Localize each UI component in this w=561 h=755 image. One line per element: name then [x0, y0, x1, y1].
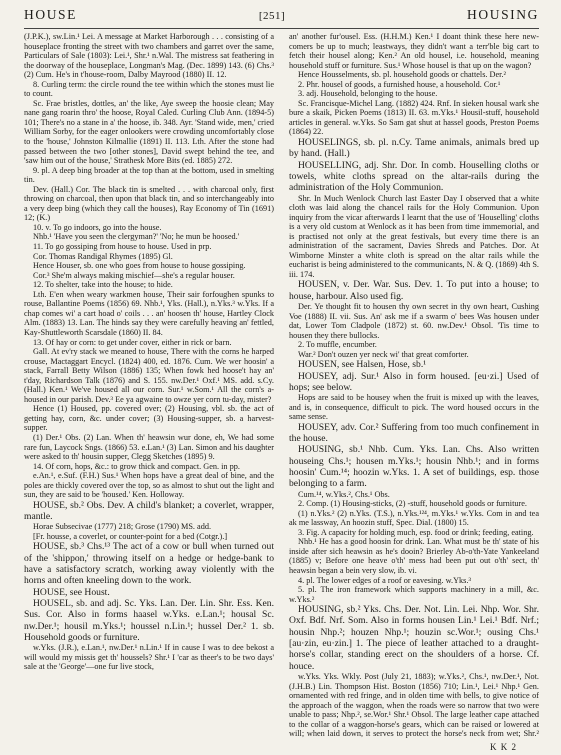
- entry-paragraph: HOUSEN, v. Der. War. Sus. Dev. 1. To put into a house; to house, harbour. Also used fig.: [289, 279, 539, 302]
- entry-paragraph: (J.P.K.), sw.Lin.¹ Lei. A message at Market Harborough . . . consisting of a houseplace fronting the street with two chambers and garret over the same, Particulars of Sale (1803): Lei.¹, Shr.¹ n.Wal. The mistress sat feathering in the doorway of the houseplace, Longman's Mag. (Dec. 1899) 143. (6) Chs.³ (2) Cum. He's in t'house-room, Dalby Mayrood (1880) II. 12.: [24, 32, 274, 80]
- signature-mark: K K 2: [490, 742, 517, 752]
- header-left-word: HOUSE: [24, 7, 78, 22]
- entry-paragraph: HOUSELINGS, sb. pl. n.Cy. Tame animals, animals bred up by hand. (Hall.): [289, 137, 539, 160]
- entry-paragraph: 9. pl. A deep bing broader at the top than at the bottom, used in smelting tin.: [24, 165, 274, 185]
- entry-paragraph: Cum.¹⁴, w.Yks.², Chs.¹ Obs.: [298, 489, 390, 499]
- entry-paragraph: Horae Subsecivae (1777) 218; Grose (1790) MS. add.: [33, 522, 212, 532]
- entry-paragraph: an' another fur'ousel. Ess. (H.H.M.) Ken.¹ I doant think these here new-comers be up to much; leastways, they didn't want a terr'ble big cart to fetch their housel along; Ken.² An old housel, i.e. household, meaning household stuff or furniture. Sus.¹ Whose housel is that up on the wagon?: [289, 32, 539, 70]
- entry-paragraph: Nhb.¹ He has a good hoosin for drink. Lan. What must be th' state of his inside after sich heawsin as he's dooin? Brierley Ab-o'th-Yate Yankeeland (1885) v; Before one heave o'th' mess had been put out o'th' sect, th' heawsin began a bein very slow, ib. vi.: [289, 537, 539, 575]
- entry-paragraph: 5. pl. The iron framework which supports machinery in a mill, &c. w.Yks.²: [289, 585, 539, 604]
- entry-paragraph: Cor.³ She'm always making mischief—she's a regular houser.: [33, 270, 235, 280]
- running-header: [24, 7, 539, 27]
- entry-paragraph: [Fr. housse, a coverlet, or counter-point for a bed (Cotgr.).]: [33, 531, 228, 541]
- header-rule: [24, 28, 539, 29]
- page-number: [251]: [258, 10, 286, 22]
- entry-paragraph: (1) n.Yks.² (2) n.Yks. (T.S.), n.Yks.¹²⁴, m.Yks.¹ w.Yks. Com in and tea ak me lassway, An hoozin stuff, Spec. Dial. (1800) 15.: [289, 508, 539, 528]
- entry-paragraph: HOUSE, sb.² Obs. Dev. A child's blanket; a coverlet, wrapper, mantle.: [24, 499, 274, 523]
- entry-paragraph: 3. adj. Household, belonging to the house.: [298, 89, 438, 99]
- entry-paragraph: (1) Der.¹ Obs. (2) Lan. When th' heawsin wur done, eh, We had some rare fun, Laycock Sngs. (1866) 53. e.Lan.¹ (3) Lan. Simon and his daughter were asked to th' housin supper, Clegg Sketches (1895) 9.: [24, 432, 274, 462]
- header-right-word: HOUSING: [467, 7, 539, 22]
- entry-paragraph: 2. Comp. (1) Housing-sticks, (2) -stuff, household goods or furniture.: [298, 499, 527, 509]
- entry-paragraph: HOUSEN, see Halsen, Hose, sb.¹: [298, 359, 427, 371]
- entry-paragraph: Hence Houser, sb. one who goes from house to house gossiping.: [33, 261, 246, 271]
- entry-paragraph: HOUSE, sb.³ Chs.¹³ The act of a cow or bull when turned out of the 'shippon,' throwing itself on a hedge or hedge-bank to have a satisfactory scratch, working away violently with the horns and often kneeling down to the work.: [24, 541, 274, 587]
- entry-paragraph: Sc. Frae bristles, dottles, an' the like, Aye sweep the hoosie clean; May nane gang roarin thro' the hoose, Royal Caled. Curling Club Ann. (1894-5) 101; There's no a stane in a' the hoose, ib. 348. Ayr. 'Stand wide, men,' cried William Sorby, for the eager onlookers were crowding uncomfortably close to the 'house,' Johnston Kilmallie (1891) II. 113. Lth. After the stone had passed between the two [other stones], David swept behind the tee, and 'saw him out of the house,' Strathesk More Bits (ed. 1885) 272.: [24, 98, 274, 166]
- entry-paragraph: 4. pl. The lower edges of a roof or eavesing. w.Yks.³: [298, 575, 471, 585]
- entry-paragraph: 12. To shelter, take into the house; to hide.: [33, 280, 173, 290]
- entry-paragraph: 10. v. To go indoors, go into the house.: [33, 222, 162, 232]
- entry-paragraph: War.² Don't ouzen yer neck wi' that great comforter.: [298, 349, 469, 359]
- entry-paragraph: Hops are said to be housey when the fruit is mixed up with the leaves, and is, in consequence, difficult to pick. The word housed occurs in the same sense.: [289, 393, 539, 422]
- two-column-body: [24, 32, 539, 738]
- entry-paragraph: 11. To go gossiping from house to house. Used in prp.: [33, 242, 212, 252]
- entry-paragraph: 2. To muffle, encumber.: [298, 340, 377, 350]
- entry-paragraph: Gall. At ev'ry stack we meaned to house, There with the corns he harped crouse, Mactaggart Encycl. (1824) 400, ed. 1876. Cum. We wer hoosin' a stack, Farrall Betty Wilson (1886) 135; When fowk hed hoose't hay an' t'day, Richardson Talk (1876) and S. 155. nw.Der.¹ Oxf.¹ MS. add. s.Cy. (Hall.) Ken.¹ We've housed all our corn. Sur.¹ w.Som.¹ All the corn's a-housed in our parish. Dev.³ Ee ya agwaine to owze yer corn tu-day, mister?: [24, 347, 274, 404]
- entry-paragraph: HOUSEL, sb. and adj. Sc. Yks. Lan. Der. Lin. Shr. Ess. Ken. Sus. Cor. Also in forms haasel w.Yks. e.Lan.¹; housal Sc. nw.Der.¹; housil m.Yks.¹; houssel n.Lin.¹; hussel Der.² 1. sb. Household goods or furniture.: [24, 597, 274, 643]
- entry-paragraph: 14. Of corn, hops, &c.: to grow thick and compact. Gen. in pp.: [33, 461, 240, 471]
- entry-paragraph: HOUSE, see Houst.: [33, 586, 110, 598]
- entry-paragraph: 2. Phr. housel of goods, a furnished house, a household. Cor.¹: [298, 79, 501, 89]
- entry-paragraph: 3. Fig. A capacity for holding much, esp. food or drink; feeding, eating.: [298, 527, 534, 537]
- right-column: [289, 32, 539, 738]
- left-column: [24, 32, 274, 738]
- entry-paragraph: Lth. E'en when weary warkmen house, Their sair forfoughen spunks to rouse, Ballantine Poems (1856) 69. Nhb.¹, Yks. (Hall.), n.Yks.³ w.Yks. If a chap comes wi' a cart hoad o' coils . . . an' hoosen th' house, Hartley Clock Alm. (1883) 13. Lan. The hinds say they were carefully heaving an' fettled, Kay-Shuttleworth Scarsdale (1860) II. 84.: [24, 289, 274, 337]
- entry-paragraph: HOUSING, sb.² Yks. Chs. Der. Not. Lin. Lei. Nhp. Wor. Shr. Oxf. Bdf. Nrf. Som. Also in forms housen Lin.¹ Lei.¹ Bdf. Nrf.; housin Nhp.²; houzen Nhp.¹; houzin sc.Wor.¹; ousing Chs.¹ [au·zin, eu·zin.] 1. The piece of leather attached to a draught-horse's collar, standing erect on the shoulders of a horse. Cf. houce.: [289, 604, 539, 672]
- entry-paragraph: 13. Of hay or corn: to get under cover, either in rick or barn.: [33, 337, 232, 347]
- entry-paragraph: Sc. Francisque-Michel Lang. (1882) 424. Rnf. In sieken housal wark she bure a skaik, Picken Poems (1813) II. 63. m.Yks.¹ Housil-stuff, household articles in general. w.Yks. So Sam gat shut at hassel goods, Preston Poems (1864) 22.: [289, 98, 539, 137]
- entry-paragraph: Cor. Thomas Randigal Rhymes (1895) Gl.: [33, 251, 173, 261]
- entry-paragraph: Dev. (Hall.) Cor. The black tin is smelted . . . with charcoal only, first throwing on charcoal, then upon that black tin, and so interchangeably into a very deep bing (which they call the houses), Ray Economy of Tin (1691) 12; (K.): [24, 184, 274, 223]
- entry-paragraph: HOUSELLING, adj. Shr. Dor. In comb. Houselling cloths or towels, white cloths spread on the altar-rails during the administration of the Holy Communion.: [289, 159, 539, 194]
- entry-paragraph: HOUSEY, adv. Cor.² Suffering from too much confinement in the house.: [289, 421, 539, 445]
- entry-paragraph: w.Yks. Yks. Wkly. Post (July 21, 1883); w.Yks.², Chs.¹, nw.Der.¹, Not. (J.H.B.) Lin. Thompson Hist. Boston (1856) 710; Lin.¹, Lei.¹ Nhp.¹ Gen. ornamented with red fringe, and in olden time with bells, to give notice of the approach of the waggon, when the roads were so narrow that two were unable to pass; Nhp.², se.Wor.¹ Shr.¹ Obsol. The large leather cape attached to the collar of a waggon-horse's gears, which can be raised or lowered at will; when laid down, it serves to protect the horse's neck from wet; Shr.²: [289, 671, 539, 738]
- entry-paragraph: 8. Curling term: the circle round the tee within which the stones must lie to count.: [24, 79, 274, 99]
- entry-paragraph: Hence (1) Housed, pp. covered over; (2) Housing, vbl. sb. the act of getting hay, corn, &c. under cover; (3) Housing-supper, sb. a harvest-supper.: [24, 404, 274, 433]
- entry-paragraph: HOUSEY, adj. Sur.¹ Also in form housed. [eu·zi.] Used of hops; see below.: [289, 370, 539, 393]
- entry-paragraph: Hence Housselments, sb. pl. household goods or chattels. Der.²: [298, 70, 507, 80]
- entry-paragraph: Shr. In Much Wenlock Church last Easter Day I observed that a white cloth was laid along the chancel rails for the Holy Communion. Upon inquiry from the vicar afterwards I learnt that the use of 'Houselling' cloths is a very old custom at Wenlock as it has been from time immemorial, and is practised not only at the great festivals, but every time there is an administration of the sacrament, Davies Shreds and Patches. Dor. At Wimborne Minster a white cloth is spread on the altar rails while the eucharist is being administered to the communicants, N. & Q. (1869) 4th S. iii. 174.: [289, 193, 539, 279]
- entry-paragraph: HOUSING, sb.¹ Nhb. Cum. Yks. Lan. Chs. Also written houseing Chs.¹; housen m.Yks.¹; housin Nhb.¹; and in forms hoosin' Cum.¹⁴; hoozin w.Yks. 1. A set of buildings, esp. those belonging to a farm.: [289, 444, 539, 490]
- entry-paragraph: e.An.¹, e.Suf. (F.H.) Sus.¹ When hops have a great deal of bine, and the poles are thickly covered over the top, so as almost to shut out the light and sun, they are said to be 'housed.' Ken. Holloway.: [24, 471, 274, 500]
- entry-paragraph: Nhb.¹ 'Have you seen the clergyman?' 'No; he mun be hoosed.': [33, 232, 240, 242]
- entry-paragraph: w.Yks. (J.R.), e.Lan.¹, nw.Der.¹ n.Lin.¹ If in cause I was to dee bekost a will would my missis get th' houssels? Shr.¹ I 'car as theer's to be two days' sale at the 'George'—one fur live stock,: [24, 643, 274, 672]
- entry-paragraph: Der. Ye thought fit to housen thy own secret in thy own heart, Cushing Voe (1888) II. vii. Sus. An' ask me if a swarm o' bees Was housen under dat, Lower Tom Cladpole (1872) st. 60. nw.Dev.¹ Obsol. 'Tis time to housen they there bullocks.: [289, 302, 539, 340]
